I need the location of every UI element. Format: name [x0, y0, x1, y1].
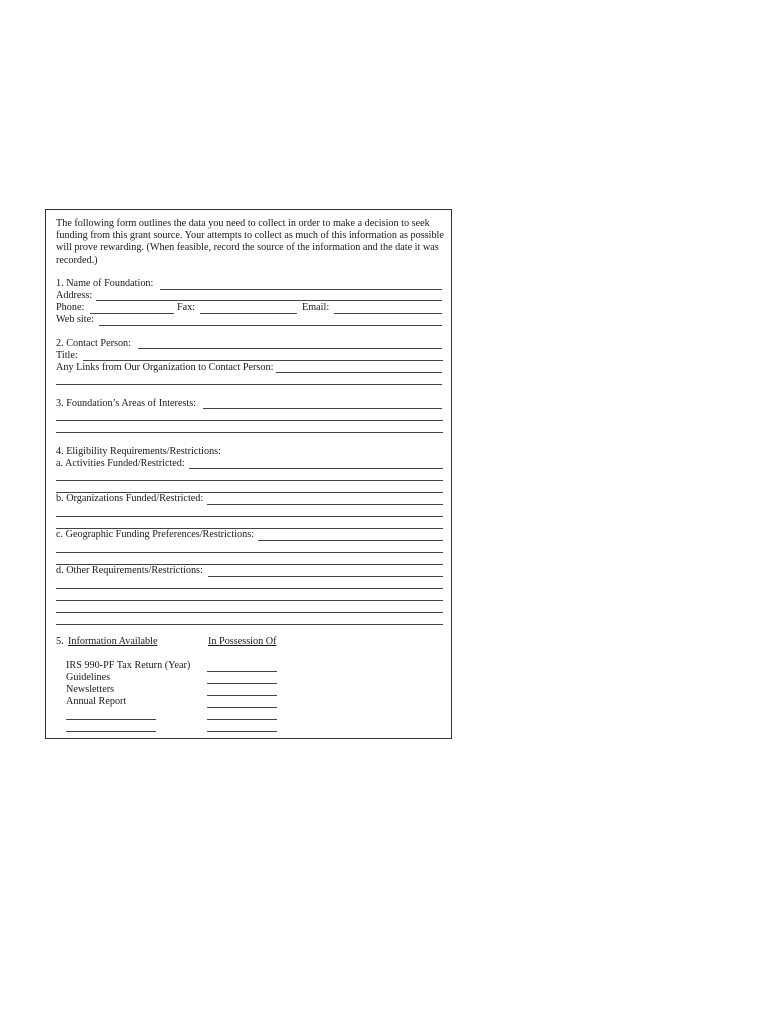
- organizations-line-2[interactable]: [56, 516, 443, 517]
- geographic-label: c. Geographic Funding Preferences/Restrictions:: [56, 529, 255, 540]
- possession-field-annual-report[interactable]: [207, 707, 277, 708]
- areas-of-interest-line-2[interactable]: [56, 420, 443, 421]
- info-item-annual-report: Annual Report: [66, 696, 127, 707]
- areas-of-interest-line-3[interactable]: [56, 432, 443, 433]
- address-field[interactable]: [96, 300, 442, 301]
- contact-person-label: 2. Contact Person:: [56, 338, 131, 349]
- intro-paragraph: The following form outlines the data you need to collect in order to make a decision to seek funding from this grant source. Your attempts to collect as much of this information as possible will prove rewarding. (When feasible, record the source of the information and the date it was recorded.): [56, 218, 444, 266]
- info-item-newsletters: Newsletters: [66, 684, 115, 695]
- other-requirements-line-5[interactable]: [56, 624, 443, 625]
- possession-field-newsletters[interactable]: [207, 695, 277, 696]
- title-label: Title:: [56, 350, 78, 361]
- website-field[interactable]: [99, 325, 442, 326]
- title-field[interactable]: [83, 360, 443, 361]
- foundation-name-field[interactable]: [160, 289, 442, 290]
- info-item-irs: IRS 990-PF Tax Return (Year): [66, 660, 191, 671]
- other-requirements-field[interactable]: [208, 576, 443, 577]
- blank-info-item-2[interactable]: [66, 731, 156, 732]
- phone-field[interactable]: [90, 313, 174, 314]
- section5-number: 5.: [56, 636, 64, 647]
- blank-possession-field-1[interactable]: [207, 719, 277, 720]
- activities-field[interactable]: [189, 468, 443, 469]
- website-label: Web site:: [56, 314, 94, 325]
- activities-label: a. Activities Funded/Restricted:: [56, 458, 185, 469]
- other-requirements-line-4[interactable]: [56, 612, 443, 613]
- possession-field-guidelines[interactable]: [207, 683, 277, 684]
- possession-field-irs[interactable]: [207, 671, 277, 672]
- eligibility-heading: 4. Eligibility Requirements/Restrictions:: [56, 446, 221, 457]
- links-label: Any Links from Our Organization to Contact Person:: [56, 362, 274, 373]
- geographic-field[interactable]: [258, 540, 443, 541]
- email-field[interactable]: [334, 313, 442, 314]
- other-requirements-line-3[interactable]: [56, 600, 443, 601]
- links-field-line-2[interactable]: [56, 384, 442, 385]
- email-label: Email:: [302, 302, 330, 313]
- phone-label: Phone:: [56, 302, 85, 313]
- foundation-name-label: 1. Name of Foundation:: [56, 278, 154, 289]
- activities-line-2[interactable]: [56, 480, 443, 481]
- links-field[interactable]: [276, 372, 442, 373]
- blank-possession-field-2[interactable]: [207, 731, 277, 732]
- organizations-field[interactable]: [207, 504, 443, 505]
- other-requirements-label: d. Other Requirements/Restrictions:: [56, 565, 203, 576]
- other-requirements-line-2[interactable]: [56, 588, 443, 589]
- geographic-line-2[interactable]: [56, 552, 443, 553]
- fax-field[interactable]: [200, 313, 297, 314]
- address-label: Address:: [56, 290, 93, 301]
- areas-of-interest-label: 3. Foundation’s Areas of Interests:: [56, 398, 197, 409]
- info-item-guidelines: Guidelines: [66, 672, 111, 683]
- contact-person-field[interactable]: [138, 348, 442, 349]
- fax-label: Fax:: [177, 302, 196, 313]
- areas-of-interest-field[interactable]: [203, 408, 442, 409]
- in-possession-of-header: In Possession Of: [208, 636, 277, 647]
- information-available-header: Information Available: [68, 636, 158, 647]
- organizations-label: b. Organizations Funded/Restricted:: [56, 493, 204, 504]
- blank-info-item-1[interactable]: [66, 719, 156, 720]
